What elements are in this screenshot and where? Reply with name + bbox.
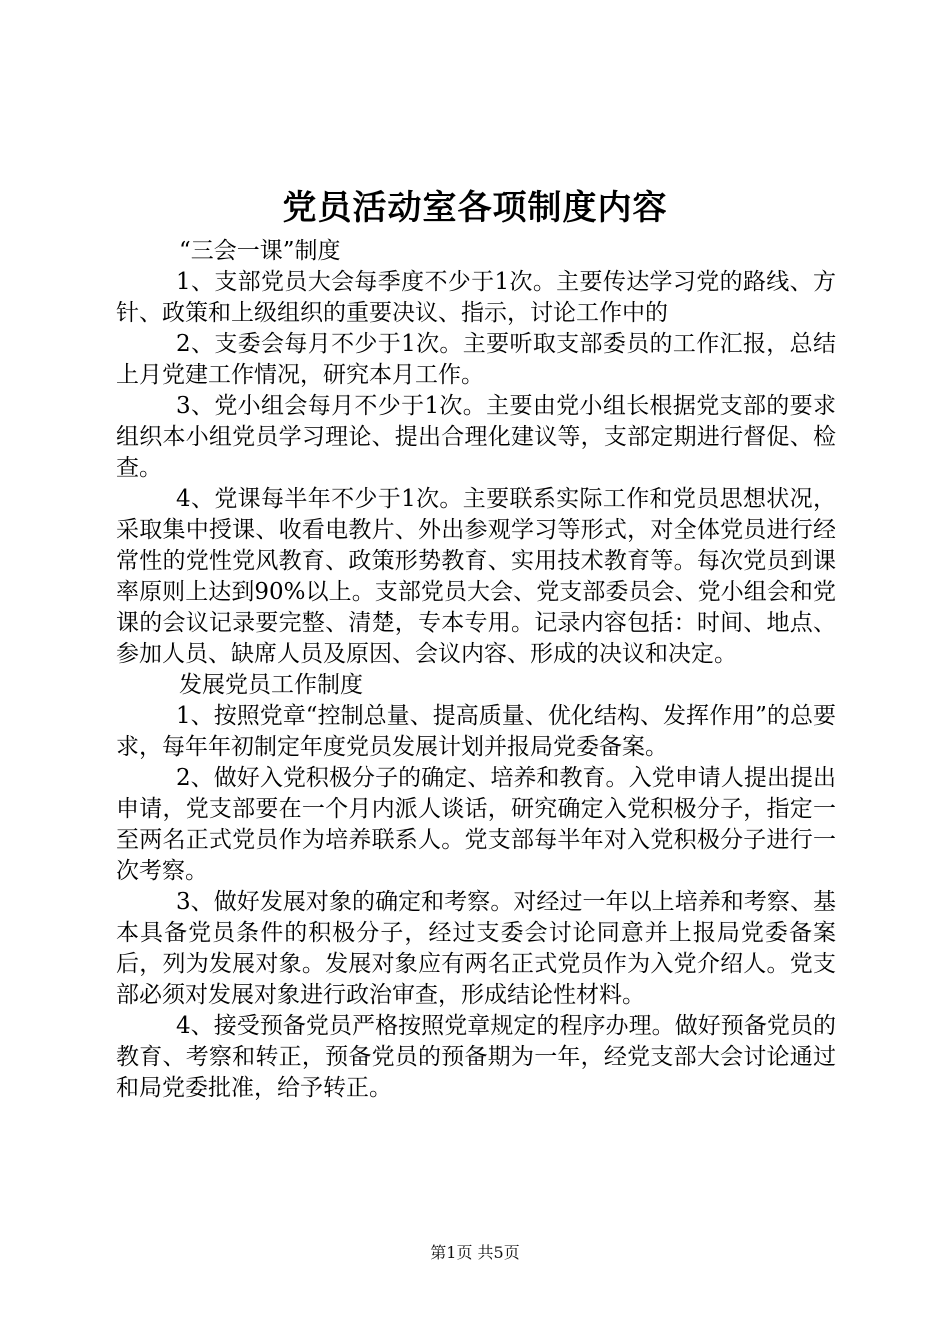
page-number-footer: 第1页 共5页 bbox=[430, 1243, 520, 1262]
section-heading-three-meetings: “三会一课”制度 bbox=[179, 238, 341, 264]
document-title: 党员活动室各项制度内容 bbox=[282, 188, 668, 228]
paragraph: 1、按照党章“控制总量、提高质量、优化结构、发挥作用”的总要求，每年年初制定年度党员发展计划并报局党委备案。 bbox=[116, 703, 836, 760]
paragraph: 4、党课每半年不少于1次。主要联系实际工作和党员思想状况，采取集中授课、收看电教片、外出参观学习等形式，对全体党员进行经常性的党性党风教育、政策形势教育、实用技术教育等。每次党员到课率原则上达到90%以上。支部党员大会、党支部委员会、党小组会和党课的会议记录要完整、清楚，专本专用。记录内容包括：时间、地点、参加人员、缺席人员及原因、会议内容、形成的决议和决定。 bbox=[116, 486, 836, 667]
paragraph: 3、党小组会每月不少于1次。主要由党小组长根据党支部的要求组织本小组党员学习理论、提出合理化建议等，支部定期进行督促、检查。 bbox=[116, 393, 836, 481]
paragraph: 3、做好发展对象的确定和考察。对经过一年以上培养和考察、基本具备党员条件的积极分子，经过支委会讨论同意并上报局党委备案后，列为发展对象。发展对象应有两名正式党员作为入党介绍人。党支部必须对发展对象进行政治审查，形成结论性材料。 bbox=[116, 889, 836, 1008]
paragraph: 4、接受预备党员严格按照党章规定的程序办理。做好预备党员的教育、考察和转正，预备党员的预备期为一年，经党支部大会讨论通过和局党委批准，给予转正。 bbox=[116, 1013, 836, 1101]
paragraph: 1、支部党员大会每季度不少于1次。主要传达学习党的路线、方针、政策和上级组织的重要决议、指示，讨论工作中的 bbox=[116, 269, 836, 326]
section-heading-member-development: 发展党员工作制度 bbox=[179, 672, 363, 698]
paragraph: 2、支委会每月不少于1次。主要听取支部委员的工作汇报，总结上月党建工作情况，研究本月工作。 bbox=[116, 331, 836, 388]
paragraph: 2、做好入党积极分子的确定、培养和教育。入党申请人提出提出申请，党支部要在一个月内派人谈话，研究确定入党积极分子，指定一至两名正式党员作为培养联系人。党支部每半年对入党积极分子进行一次考察。 bbox=[116, 765, 836, 884]
document-body bbox=[116, 236, 836, 1104]
